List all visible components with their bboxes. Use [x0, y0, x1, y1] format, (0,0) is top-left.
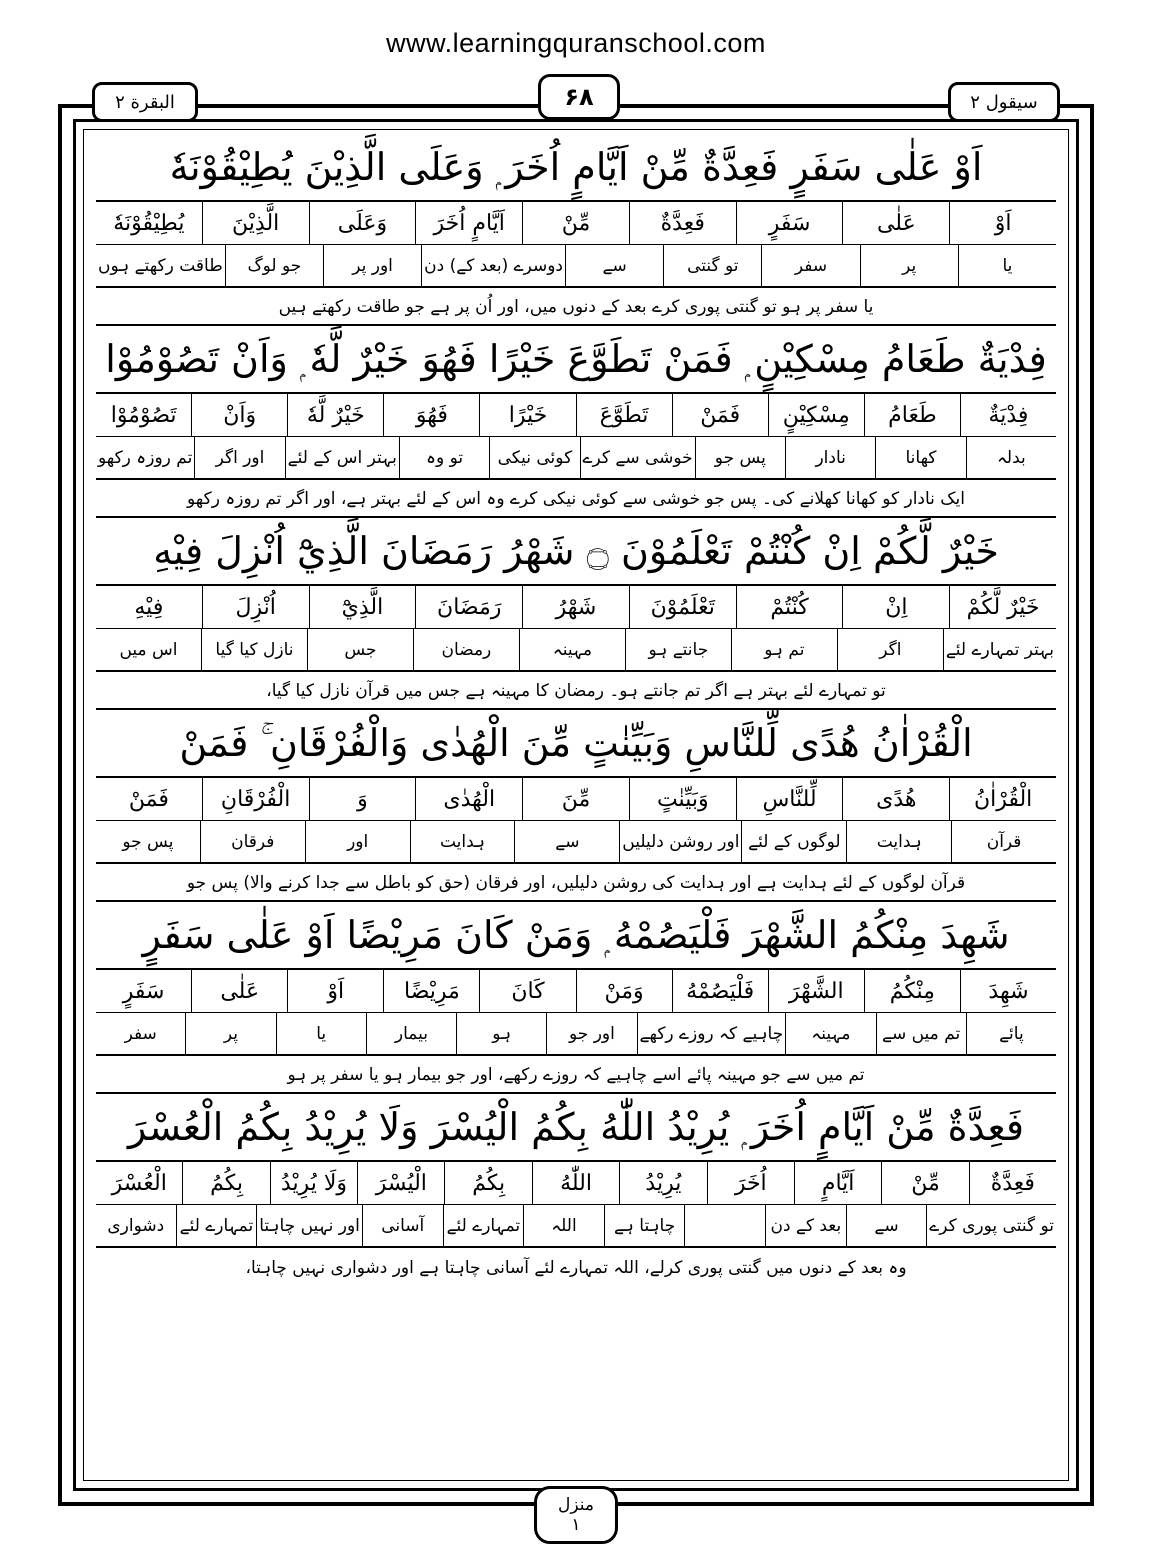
urdu-meaning-cell: ہدایت [846, 821, 951, 862]
arabic-words-row [96, 394, 1056, 436]
word-by-word-grid [96, 394, 1056, 480]
arabic-word-cell: مَرِيْضًا [383, 970, 479, 1012]
urdu-meaning-cell: تو وہ [399, 437, 489, 478]
arabic-verse-line: شَهِدَ مِنْكُمُ الشَّهْرَ فَلْيَصُمْهُ ۭ وَمَنْ كَانَ مَرِيْضًا اَوْ عَلٰى سَفَرٍ [96, 902, 1056, 970]
urdu-meaning-cell: سفر [761, 245, 859, 286]
urdu-meaning-cell: جو لوگ [225, 245, 323, 286]
urdu-meaning-cell: آسانی [362, 1205, 443, 1246]
arabic-word-cell: كُنْتُمْ [736, 586, 843, 628]
urdu-meaning-cell: مہینہ [519, 629, 625, 670]
arabic-word-cell: اُنْزِلَ [202, 586, 309, 628]
urdu-meaning-cell: پس جو [122, 831, 174, 852]
arabic-word-cell: اَيَّامٍ اُخَرَ [415, 202, 522, 244]
urdu-meaning-cell: جانتے ہو [625, 629, 731, 670]
arabic-word-cell: تَعْلَمُوْنَ [629, 586, 736, 628]
arabic-word-cell: يُرِيْدُ [619, 1162, 706, 1204]
arabic-word-cell: عَلٰى [842, 202, 949, 244]
page-number: ۶۸ [538, 74, 620, 120]
urdu-meaning-cell: کھانا [875, 437, 965, 478]
word-by-word-grid [96, 1162, 1056, 1248]
urdu-meaning-cell: یا [958, 245, 1056, 286]
urdu-meanings-row [96, 244, 1056, 286]
arabic-word-cell: سَفَرٍ [736, 202, 843, 244]
word-by-word-grid [96, 586, 1056, 672]
urdu-meaning-cell: تو گنتی [663, 245, 761, 286]
urdu-meaning-cell: دشواری [107, 1215, 165, 1236]
arabic-word-cell: كَانَ [479, 970, 575, 1012]
arabic-words-row [96, 1162, 1056, 1204]
urdu-meaning-cell: رمضان [413, 629, 519, 670]
urdu-meaning-cell: اور نہیں چاہتا [256, 1205, 362, 1246]
arabic-word-cell: تَصُوْمُوْا [110, 402, 177, 428]
arabic-verse-line: فَعِدَّةٌ مِّنْ اَيَّامٍ اُخَرَ ۭ يُرِيْدُ اللّٰهُ بِكُمُ الْيُسْرَ وَلَا يُرِيْدُ بِكُمُ الْعُسْرَ [96, 1094, 1056, 1162]
arabic-word-cell: الْقُرْاٰنُ [949, 778, 1056, 820]
verse-section [96, 326, 1056, 518]
arabic-word-cell: فَعِدَّةٌ [969, 1162, 1056, 1204]
arabic-word-cell: فَلْيَصُمْهُ [672, 970, 768, 1012]
arabic-word-cell: فِيْهِ [134, 594, 164, 620]
urdu-meaning-cell: طاقت رکھتے ہوں [97, 256, 223, 276]
verse-section [96, 518, 1056, 710]
urdu-meanings-row [96, 1012, 1056, 1054]
urdu-meaning-cell: ہو [456, 1013, 546, 1054]
arabic-word-cell: شَهْرُ [522, 586, 629, 628]
arabic-verse-line: الْقُرْاٰنُ هُدًى لِّلنَّاسِ وَبَيِّنٰتٍ مِّنَ الْهُدٰى وَالْفُرْقَانِ ۚ فَمَنْ [96, 710, 1056, 778]
website-url: www.learningquranschool.com [386, 28, 766, 58]
verse-section [96, 710, 1056, 902]
urdu-meaning-cell: پس جو [695, 437, 785, 478]
urdu-meaning-cell: بعد کے دن [765, 1205, 846, 1246]
lesson-content [96, 134, 1056, 1286]
urdu-meaning-cell: اور [305, 821, 410, 862]
arabic-word-cell: اُخَرَ [707, 1162, 794, 1204]
arabic-word-cell: وَ [309, 778, 416, 820]
urdu-translation-line: تم میں سے جو مہینہ پائے اسے چاہیے کہ روزے رکھے، اور جو بیمار ہو یا سفر پر ہو [96, 1056, 1056, 1094]
arabic-word-cell: طَعَامُ [864, 394, 960, 436]
manzil-number: ۱ [571, 1515, 581, 1535]
arabic-verse-line: فِدْيَةٌ طَعَامُ مِسْكِيْنٍ ۭ فَمَنْ تَطَوَّعَ خَيْرًا فَهُوَ خَيْرٌ لَّهٗ ۭ وَاَنْ تَصُوْمُوْا [96, 326, 1056, 394]
arabic-words-row [96, 970, 1056, 1012]
urdu-meaning-cell: اور اگر [194, 437, 284, 478]
arabic-word-cell: الشَّهْرَ [768, 970, 864, 1012]
urdu-meaning-cell: تو گنتی پوری کرے [926, 1205, 1056, 1246]
manzil-label: منزل [558, 1495, 594, 1515]
arabic-word-cell: فَمَنْ [128, 786, 169, 812]
verse-section [96, 902, 1056, 1094]
arabic-word-cell: فَمَنْ [672, 394, 768, 436]
arabic-word-cell: وَاَنْ [191, 394, 287, 436]
urdu-meanings-row [96, 1204, 1056, 1246]
arabic-verse-line: خَيْرٌ لَّكُمْ اِنْ كُنْتُمْ تَعْلَمُوْنَ ۝ شَهْرُ رَمَضَانَ الَّذِيْٓ اُنْزِلَ فِيْهِ [96, 518, 1056, 586]
arabic-word-cell: خَيْرٌ لَّهٗ [287, 394, 383, 436]
urdu-meaning-cell: سے [514, 821, 619, 862]
urdu-meaning-cell: سفر [124, 1023, 157, 1044]
urdu-meaning-cell: لوگوں کے لئے [741, 821, 846, 862]
arabic-word-cell: فَعِدَّةٌ [629, 202, 736, 244]
arabic-word-cell: رَمَضَانَ [415, 586, 522, 628]
arabic-words-row [96, 778, 1056, 820]
arabic-word-cell: الْهُدٰى [415, 778, 522, 820]
urdu-meaning-cell: بدلہ [966, 437, 1056, 478]
urdu-meaning-cell [684, 1205, 765, 1246]
urdu-meaning-cell: فرقان [200, 821, 305, 862]
arabic-word-cell: الَّذِيْٓ [309, 586, 416, 628]
arabic-word-cell: الْعُسْرَ [111, 1170, 167, 1196]
arabic-word-cell: يُطِيْقُوْنَهٗ [113, 210, 185, 236]
urdu-meaning-cell: پر [185, 1013, 275, 1054]
word-by-word-grid [96, 778, 1056, 864]
urdu-meaning-cell: اور جو [546, 1013, 636, 1054]
urdu-meaning-cell: نادار [785, 437, 875, 478]
urdu-meaning-cell: سے [846, 1205, 927, 1246]
manzil-badge [534, 1486, 618, 1544]
arabic-word-cell: بِكُمُ [444, 1162, 531, 1204]
verse-section [96, 1094, 1056, 1286]
arabic-word-cell: اَوْ [949, 202, 1056, 244]
urdu-meaning-cell: خوشی سے کرے [580, 437, 695, 478]
urdu-meaning-cell: کوئی نیکی [489, 437, 579, 478]
verse-section [96, 134, 1056, 326]
page-header [60, 74, 1092, 126]
urdu-meaning-cell: پر [860, 245, 958, 286]
urdu-translation-line: وہ بعد کے دنوں میں گنتی پوری کرلے، اللہ تمہارے لئے آسانی چاہتا ہے اور دشواری نہیں چاہتا، [245, 1257, 907, 1278]
urdu-meaning-cell: اس میں [119, 639, 178, 660]
arabic-word-cell: وَعَلَى [309, 202, 416, 244]
arabic-words-row [96, 586, 1056, 628]
arabic-word-cell: الْيُسْرَ [357, 1162, 444, 1204]
urdu-meaning-cell: بیمار [366, 1013, 456, 1054]
arabic-word-cell: مِسْكِيْنٍ [768, 394, 864, 436]
urdu-meaning-cell: بہتر اس کے لئے [285, 437, 399, 478]
urdu-meaning-cell: پائے [966, 1013, 1056, 1054]
urdu-meaning-cell: ہدایت [410, 821, 515, 862]
urdu-meaning-cell: تم روزہ رکھو [97, 448, 193, 468]
arabic-word-cell: مِّنَ [522, 778, 629, 820]
arabic-word-cell: وَمَنْ [576, 970, 672, 1012]
urdu-meaning-cell: تم ہو [731, 629, 837, 670]
arabic-word-cell: اَوْ [287, 970, 383, 1012]
arabic-verse-line: اَوْ عَلٰى سَفَرٍ فَعِدَّةٌ مِّنْ اَيَّامٍ اُخَرَ ۭ وَعَلَى الَّذِيْنَ يُطِيْقُوْنَهٗ [96, 134, 1056, 202]
urdu-meaning-cell: نازل کیا گیا [201, 629, 307, 670]
word-by-word-grid [96, 970, 1056, 1056]
arabic-word-cell: اللّٰهُ [532, 1162, 619, 1204]
urdu-meanings-row [96, 820, 1056, 862]
arabic-word-cell: وَبَيِّنٰتٍ [629, 778, 736, 820]
arabic-word-cell: اَيَّامٍ [794, 1162, 881, 1204]
surah-name-tab: البقرة ۲ [92, 82, 198, 122]
arabic-word-cell: الَّذِيْنَ [202, 202, 309, 244]
urdu-translation-line: یا سفر پر ہو تو گنتی پوری کرے بعد کے دنوں میں، اور اُن پر ہے جو طاقت رکھتے ہیں [96, 288, 1056, 326]
arabic-word-cell: بِكُمُ [182, 1162, 269, 1204]
arabic-word-cell: وَلَا يُرِيْدُ [270, 1162, 357, 1204]
arabic-word-cell: شَهِدَ [960, 970, 1056, 1012]
urdu-meaning-cell: دوسرے (بعد کے) دن [421, 245, 565, 286]
urdu-translation-line: تو تمہارے لئے بہتر ہے اگر تم جانتے ہو۔ رمضان کا مہینہ ہے جس میں قرآن نازل کیا گیا، [96, 672, 1056, 710]
urdu-meaning-cell: مہینہ [785, 1013, 875, 1054]
arabic-word-cell: الْفُرْقَانِ [202, 778, 309, 820]
arabic-words-row [96, 202, 1056, 244]
urdu-meanings-row [96, 628, 1056, 670]
urdu-meaning-cell: تمہارے لئے [443, 1205, 524, 1246]
arabic-word-cell: خَيْرٌ لَّكُمْ [949, 586, 1056, 628]
arabic-word-cell: تَطَوَّعَ [576, 394, 672, 436]
arabic-word-cell: فَهُوَ [383, 394, 479, 436]
arabic-word-cell: هُدًى [842, 778, 949, 820]
para-name-tab: سیقول ۲ [948, 82, 1060, 122]
urdu-meaning-cell: چاہتا ہے [604, 1205, 685, 1246]
arabic-word-cell: فِدْيَةٌ [960, 394, 1056, 436]
urdu-meaning-cell: اور روشن دلیلیں [619, 821, 741, 862]
arabic-word-cell: مِّنْ [881, 1162, 968, 1204]
urdu-meaning-cell: اگر [837, 629, 943, 670]
urdu-translation-line: ایک نادار کو کھانا کھلانے کی۔ پس جو خوشی سے کوئی نیکی کرے وہ اس کے لئے بہتر ہے، اور اگر تم روزہ رکھو [96, 480, 1056, 518]
urdu-meaning-cell: جس [307, 629, 413, 670]
urdu-meaning-cell: سے [565, 245, 663, 286]
arabic-word-cell: عَلٰى [191, 970, 287, 1012]
urdu-meaning-cell: بہتر تمہارے لئے [943, 629, 1056, 670]
arabic-word-cell: خَيْرًا [479, 394, 575, 436]
urdu-meaning-cell: قرآن [951, 821, 1056, 862]
urdu-meaning-cell: یا [276, 1013, 366, 1054]
arabic-word-cell: لِّلنَّاسِ [736, 778, 843, 820]
urdu-meaning-cell: چاہیے کہ روزے رکھے [637, 1013, 786, 1054]
urdu-meaning-cell: اللہ [523, 1205, 604, 1246]
urdu-translation-line: قرآن لوگوں کے لئے ہدایت ہے اور ہدایت کی روشن دلیلیں، اور فرقان (حق کو باطل سے جدا کرنے والا) پس جو [96, 864, 1056, 902]
urdu-meanings-row [96, 436, 1056, 478]
word-by-word-grid [96, 202, 1056, 288]
arabic-word-cell: مِنْكُمُ [864, 970, 960, 1012]
arabic-word-cell: اِنْ [842, 586, 949, 628]
urdu-meaning-cell: تمہارے لئے [176, 1205, 257, 1246]
urdu-meaning-cell: اور پر [323, 245, 421, 286]
arabic-word-cell: مِّنْ [522, 202, 629, 244]
urdu-meaning-cell: تم میں سے [876, 1013, 966, 1054]
arabic-word-cell: سَفَرٍ [122, 978, 165, 1004]
